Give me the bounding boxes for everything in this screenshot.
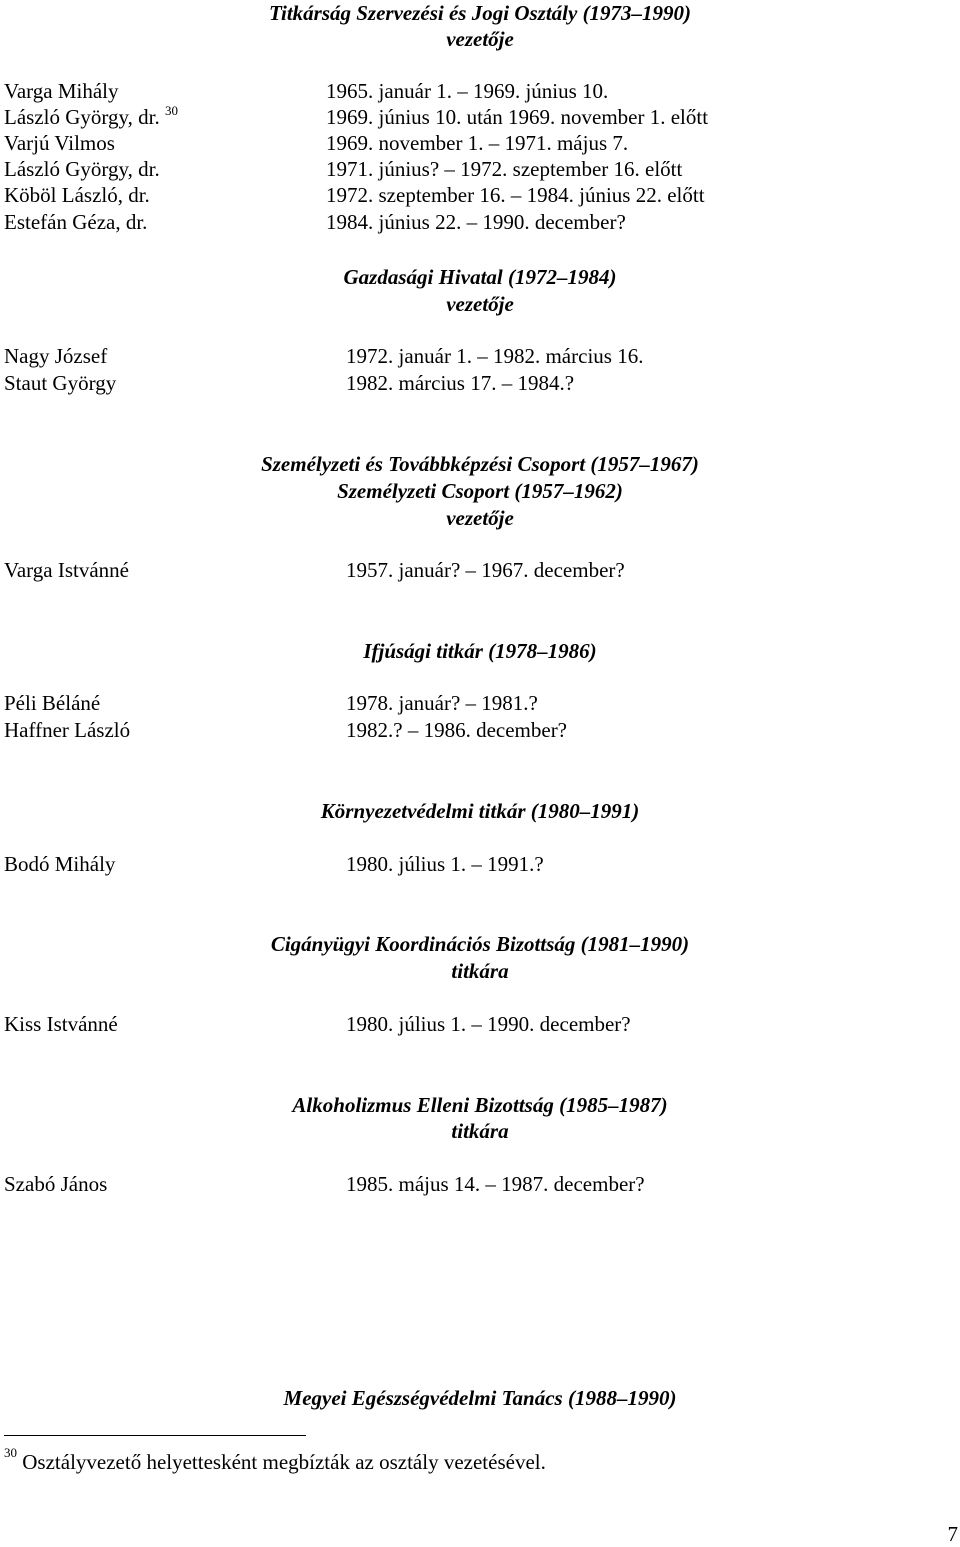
person-name: László György, dr.: [4, 105, 160, 129]
tenure-period: 1971. június? – 1972. szeptember 16. előtt: [326, 157, 683, 181]
section-heading: Személyzeti Csoport (1957–1962): [337, 479, 623, 503]
section-heading: Titkárság Szervezési és Jogi Osztály (1973–1990): [268, 1, 692, 25]
tenure-period: 1957. január? – 1967. december?: [346, 558, 625, 582]
tenure-period: 1980. július 1. – 1991.?: [346, 852, 544, 876]
tenure-period: 1980. július 1. – 1990. december?: [346, 1012, 631, 1036]
tenure-period: 1985. május 14. – 1987. december?: [346, 1172, 645, 1196]
tenure-period: 1969. június 10. után 1969. november 1. előtt: [326, 105, 709, 129]
tenure-period: 1984. június 22. – 1990. december?: [326, 210, 626, 234]
person-name: Haffner László: [4, 718, 131, 742]
person-name-with-note: [4, 104, 178, 130]
person-name: Bodó Mihály: [4, 852, 116, 876]
section-heading: Gazdasági Hivatal (1972–1984): [343, 265, 617, 289]
section-subheading: titkára: [451, 959, 509, 983]
person-name: Staut György: [4, 371, 117, 395]
section-heading: Személyzeti és Továbbképzési Csoport (1957–1967): [261, 452, 699, 476]
tenure-period: 1965. január 1. – 1969. június 10.: [326, 79, 609, 103]
section-subheading: titkára: [451, 1119, 509, 1143]
footnote-text: Osztályvezető helyettesként megbízták az osztály vezetésével.: [22, 1450, 546, 1474]
footnote-divider: [4, 1435, 306, 1436]
tenure-period: 1982.? – 1986. december?: [346, 718, 568, 742]
tenure-period: 1978. január? – 1981.?: [346, 691, 538, 715]
person-name: Estefán Géza, dr.: [4, 210, 148, 234]
section-heading: Cigányügyi Koordinációs Bizottság (1981–1990): [270, 932, 690, 956]
section-heading: Alkoholizmus Elleni Bizottság (1985–1987): [292, 1093, 668, 1117]
section-subheading: vezetője: [446, 506, 514, 530]
person-name: Varga Istvánné: [4, 558, 129, 582]
person-name: Szabó János: [4, 1172, 108, 1196]
person-name: László György, dr.: [4, 157, 160, 181]
section-heading: Környezetvédelmi titkár (1980–1991): [320, 799, 640, 823]
person-name: Varga Mihály: [4, 79, 119, 103]
section-subheading: vezetője: [446, 292, 514, 316]
footnote-number: 30: [4, 1445, 17, 1460]
tenure-period: 1972. szeptember 16. – 1984. június 22. előtt: [326, 183, 705, 207]
footnote: [4, 1445, 546, 1475]
tenure-period: 1982. március 17. – 1984.?: [346, 371, 575, 395]
person-name: Nagy József: [4, 344, 108, 368]
person-name: Kiss Istvánné: [4, 1012, 118, 1036]
tenure-period: 1969. november 1. – 1971. május 7.: [326, 131, 629, 155]
page-number: 7: [947, 1522, 958, 1546]
tenure-period: 1972. január 1. – 1982. március 16.: [346, 344, 644, 368]
person-name: Péli Béláné: [4, 691, 101, 715]
section-heading: Megyei Egészségvédelmi Tanács (1988–1990): [283, 1386, 677, 1410]
person-name: Köböl László, dr.: [4, 183, 150, 207]
section-heading: Ifjúsági titkár (1978–1986): [363, 639, 597, 663]
footnote-ref: 30: [164, 103, 178, 118]
person-name: Varjú Vilmos: [4, 131, 115, 155]
section-subheading: vezetője: [446, 27, 514, 51]
